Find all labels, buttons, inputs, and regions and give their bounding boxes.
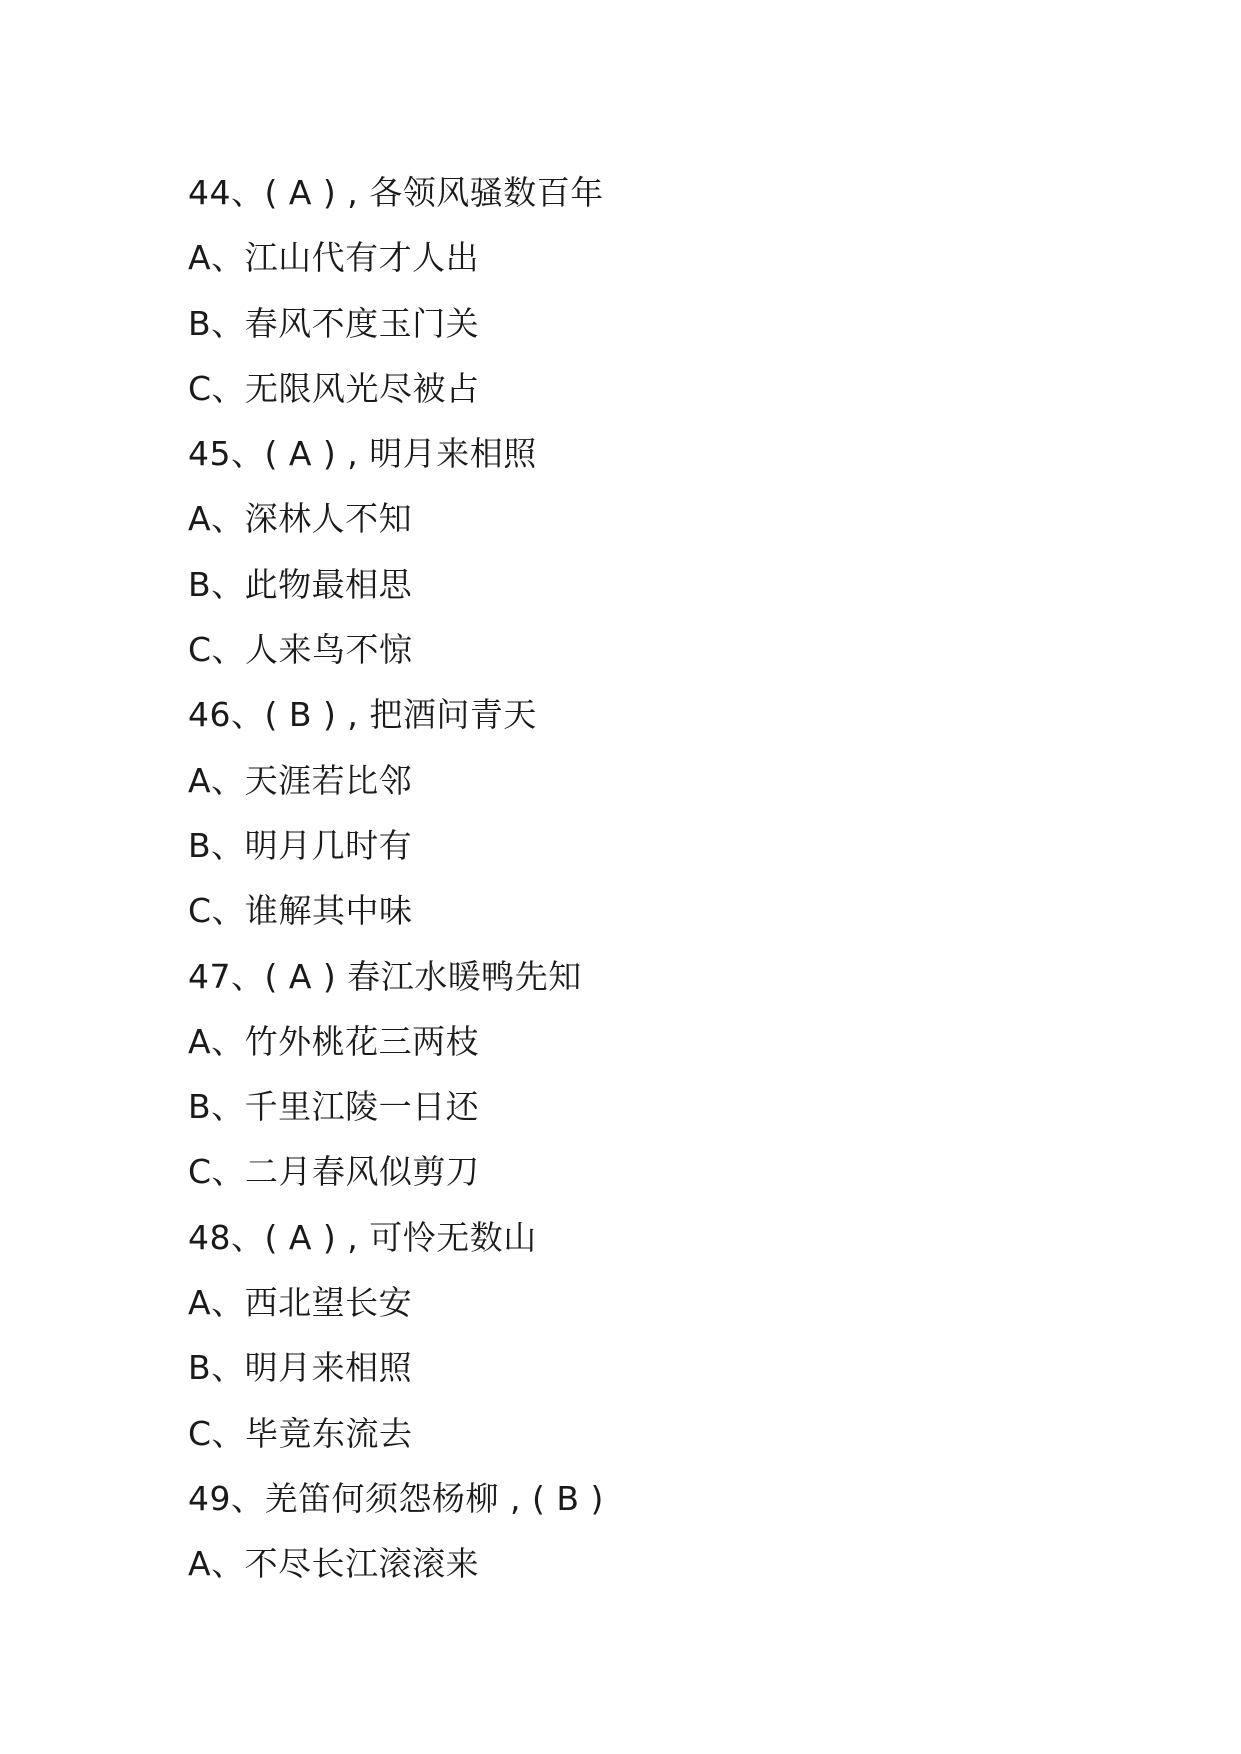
question-44-option-b: B、春风不度玉门关 — [188, 303, 480, 343]
question-46: 46、( B ) , 把酒问青天 — [188, 695, 537, 735]
question-47-option-b: B、千里江陵一日还 — [188, 1087, 480, 1127]
question-45-option-b: B、此物最相思 — [188, 564, 413, 604]
question-46-option-a: A、天涯若比邻 — [188, 760, 413, 800]
question-48-option-b: B、明月来相照 — [188, 1348, 413, 1388]
question-list — [188, 160, 1148, 1597]
question-46-option-b: B、明月几时有 — [188, 825, 413, 865]
question-45-option-c: C、人来鸟不惊 — [188, 630, 413, 670]
question-47-option-c: C、二月春风似剪刀 — [188, 1152, 480, 1192]
question-49-option-a: A、不尽长江滚滚来 — [188, 1544, 480, 1584]
question-45: 45、( A ) , 明月来相照 — [188, 434, 537, 474]
question-49: 49、羌笛何须怨杨柳 , ( B ) — [188, 1478, 604, 1518]
question-46-option-c: C、谁解其中味 — [188, 891, 413, 931]
question-47: 47、( A ) 春江水暖鸭先知 — [188, 956, 582, 996]
question-48-option-a: A、西北望长安 — [188, 1283, 413, 1323]
question-47-option-a: A、竹外桃花三两枝 — [188, 1021, 480, 1061]
question-44-option-a: A、江山代有才人出 — [188, 238, 480, 278]
question-48: 48、( A ) , 可怜无数山 — [188, 1217, 537, 1257]
question-48-option-c: C、毕竟东流去 — [188, 1413, 413, 1453]
question-45-option-a: A、深林人不知 — [188, 499, 413, 539]
question-44: 44、( A ) , 各领风骚数百年 — [188, 173, 604, 212]
question-44-option-c: C、无限风光尽被占 — [188, 368, 480, 408]
